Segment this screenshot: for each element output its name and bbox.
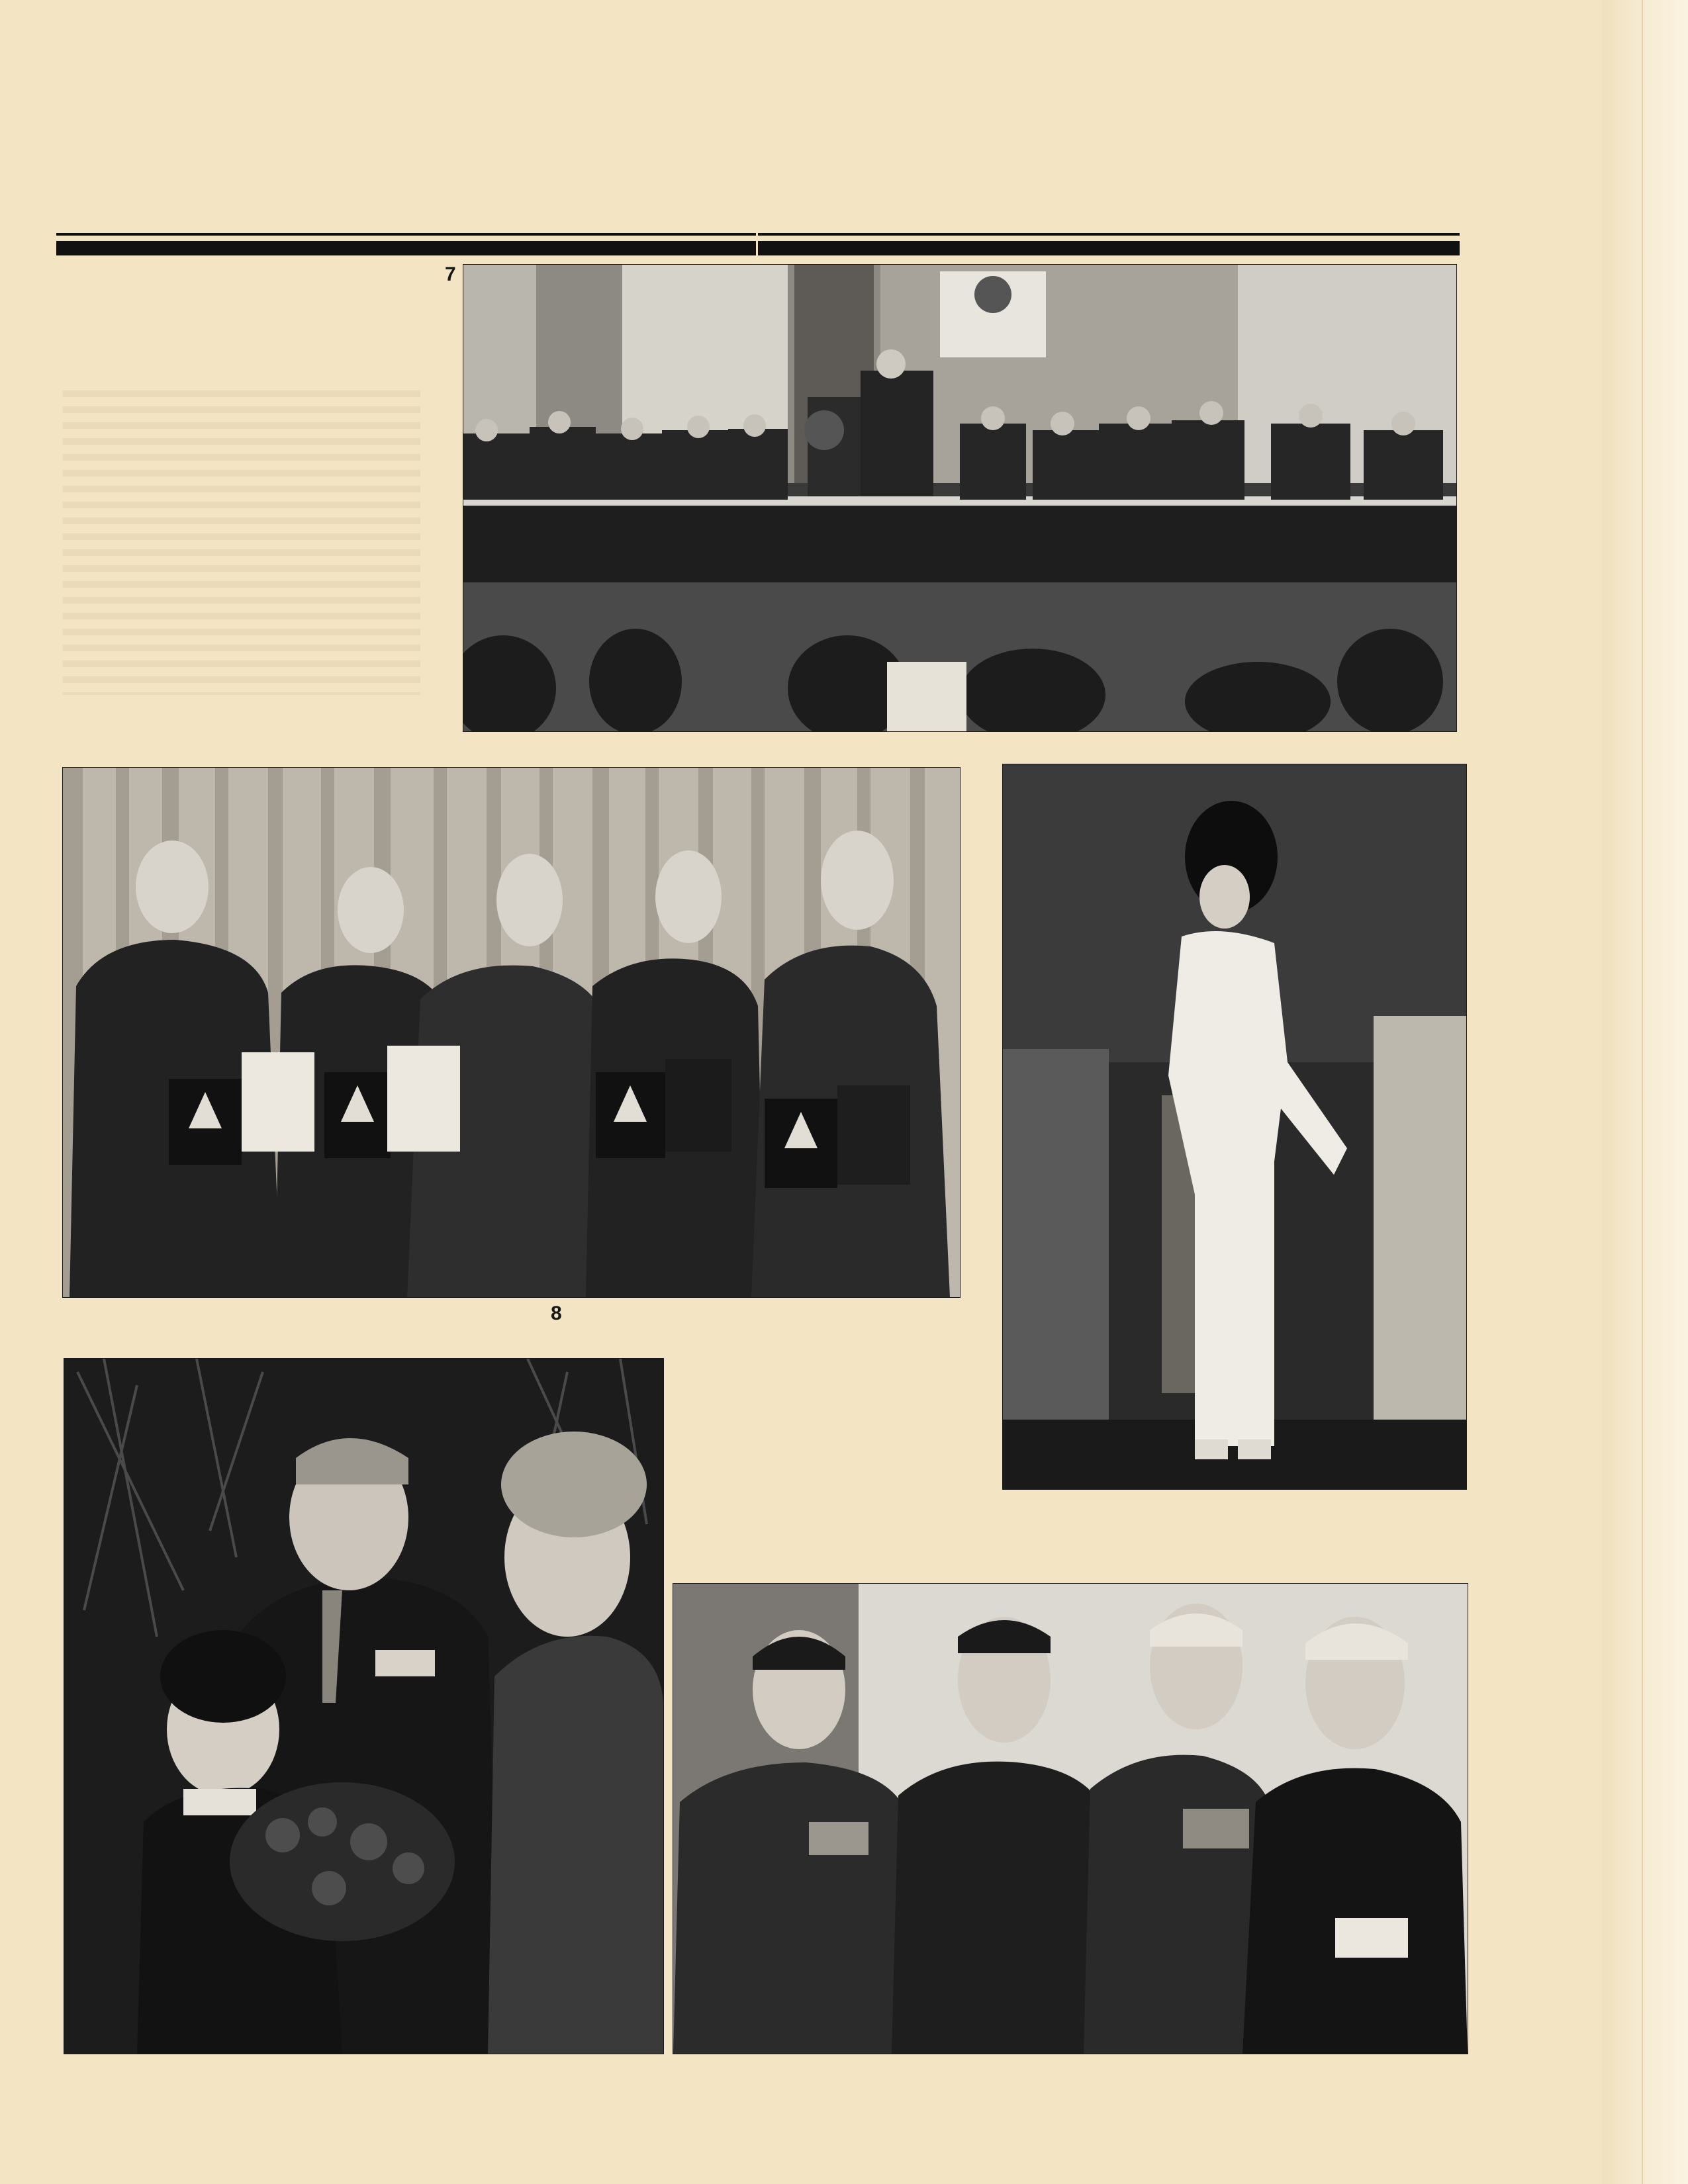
header-rule-gap — [756, 233, 758, 255]
show-through-text — [63, 390, 420, 695]
figure-number-7: 7 — [445, 263, 456, 285]
page-edge — [1602, 0, 1688, 2184]
figure-number-8: 8 — [551, 1302, 562, 1324]
photo-officers-group — [673, 1584, 1468, 2054]
header-rule-thin — [56, 233, 1460, 236]
photo-award-recipients — [63, 768, 960, 1297]
photo-head-table — [463, 265, 1456, 731]
photo-boy-with-flowers — [64, 1359, 663, 2054]
photo-woman-on-stage — [1003, 764, 1466, 1489]
header-rule-thick — [56, 241, 1460, 255]
